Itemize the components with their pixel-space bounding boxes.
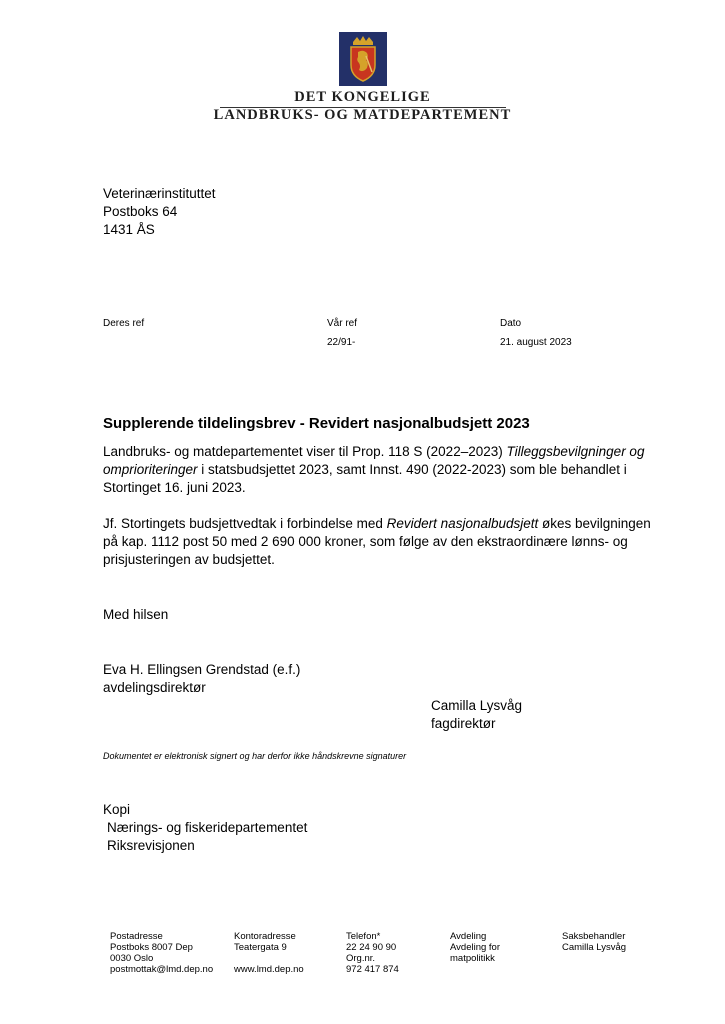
ministry-name bbox=[0, 90, 725, 123]
letter-title: Supplerende tildelingsbrev - Revidert nasjonalbudsjett 2023 bbox=[103, 415, 530, 432]
paragraph-1-emphasis: Tilleggsbevilgninger og omprioriteringer bbox=[103, 444, 645, 477]
date-value: 21. august 2023 bbox=[500, 337, 572, 348]
ministry-line-2: LANDBRUKS- OG MATDEPARTEMENT bbox=[213, 107, 512, 123]
signature-1-name: Eva H. Ellingsen Grendstad (e.f.) bbox=[103, 662, 301, 677]
footer-email: postmottak@lmd.dep.no bbox=[110, 964, 214, 975]
our-ref-label: Vår ref bbox=[327, 318, 358, 329]
paragraph-1-text-a: Landbruks- og matdepartementet viser til Prop. 118 S (2022–2023) bbox=[103, 444, 507, 459]
footer-department bbox=[450, 931, 500, 964]
signature-2 bbox=[431, 697, 522, 733]
our-ref-value: 22/91- bbox=[327, 337, 356, 348]
footer-line: Avdeling for bbox=[450, 942, 500, 953]
footer-heading: Saksbehandler bbox=[562, 931, 626, 942]
footer-line: Camilla Lysvåg bbox=[562, 942, 627, 953]
copy-recipient: Riksrevisjonen bbox=[107, 838, 195, 853]
footer-website: www.lmd.dep.no bbox=[234, 964, 304, 975]
footer-line: 972 417 874 bbox=[346, 964, 399, 975]
footer-heading: Kontoradresse bbox=[234, 931, 296, 942]
letterhead bbox=[0, 32, 725, 123]
footer-phone bbox=[346, 931, 399, 975]
e-signature-note: Dokumentet er elektronisk signert og har derfor ikke håndskrevne signaturer bbox=[103, 751, 407, 761]
footer-heading: Postadresse bbox=[110, 931, 163, 942]
footer-heading: Avdeling bbox=[450, 931, 487, 942]
footer-case-officer bbox=[562, 931, 626, 953]
footer-line: matpolitikk bbox=[450, 953, 495, 964]
date-label: Dato bbox=[500, 318, 522, 329]
footer-postal-address bbox=[110, 931, 213, 975]
footer-line: 0030 Oslo bbox=[110, 953, 154, 964]
paragraph-1-text-b: i statsbudsjettet 2023, samt Innst. 490 (2022-2023) som ble behandlet i Stortinget 16. juni 2023. bbox=[103, 462, 627, 495]
recipient-postal: 1431 ÅS bbox=[103, 222, 155, 237]
footer-line: Postboks 8007 Dep bbox=[110, 942, 193, 953]
paragraph-1 bbox=[103, 443, 653, 497]
their-ref-label: Deres ref bbox=[103, 318, 145, 329]
paragraph-2-text-b: økes bevilgningen på kap. 1112 post 50 med 2 690 000 kroner, som følge av den ekstraordinære lønns- og prisjusteringen av budsjettet. bbox=[103, 516, 651, 567]
copy-section bbox=[103, 801, 307, 855]
recipient-name: Veterinærinstituttet bbox=[103, 186, 216, 201]
royal-coat-of-arms-icon bbox=[339, 32, 387, 86]
copy-recipient: Nærings- og fiskeridepartementet bbox=[107, 820, 308, 835]
ministry-line-1: DET KONGELIGE bbox=[294, 89, 431, 105]
copy-label: Kopi bbox=[103, 802, 131, 817]
paragraph-2-emphasis: Revidert nasjonalbudsjett bbox=[386, 516, 539, 531]
recipient-po-box: Postboks 64 bbox=[103, 204, 178, 219]
footer-line: Teatergata 9 bbox=[234, 942, 287, 953]
signature-1 bbox=[103, 661, 300, 697]
paragraph-2 bbox=[103, 515, 653, 569]
signature-2-name: Camilla Lysvåg bbox=[431, 698, 523, 713]
recipient-address bbox=[103, 185, 216, 239]
footer-line: 22 24 90 90 bbox=[346, 942, 397, 953]
paragraph-2-text-a: Jf. Stortingets budsjettvedtak i forbindelse med bbox=[103, 516, 387, 531]
signature-2-title: fagdirektør bbox=[431, 716, 496, 731]
signature-1-title: avdelingsdirektør bbox=[103, 680, 206, 695]
footer-office-address bbox=[234, 931, 304, 975]
footer-line: Org.nr. bbox=[346, 953, 376, 964]
footer-heading: Telefon* bbox=[346, 931, 381, 942]
footer-line bbox=[234, 953, 304, 964]
greeting: Med hilsen bbox=[103, 607, 169, 622]
